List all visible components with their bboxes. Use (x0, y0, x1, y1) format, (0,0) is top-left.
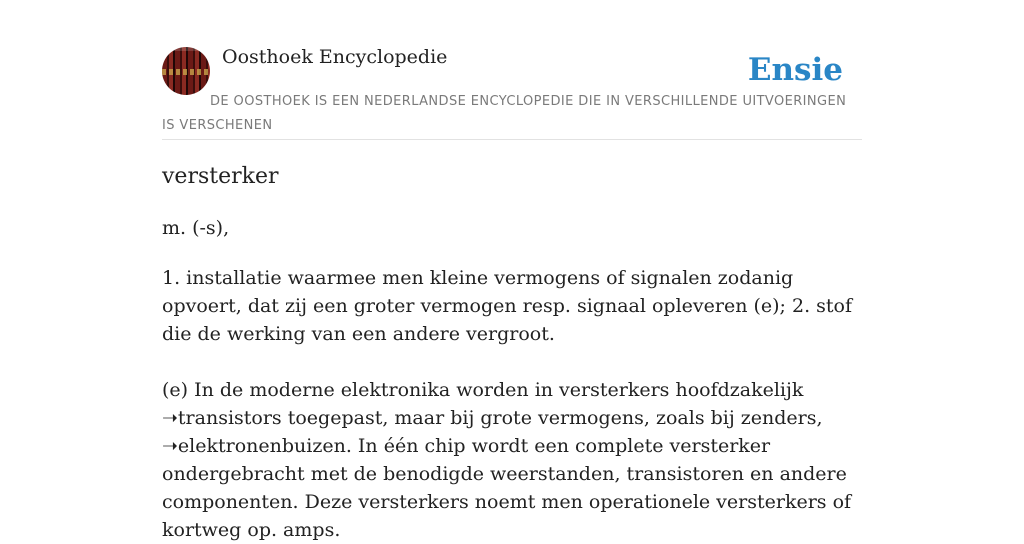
xref-elektronenbuizen-link[interactable]: ➝elektronenbuizen (162, 435, 346, 457)
entry-definition: 1. installatie waarmee men kleine vermogens of signalen zodanig opvoert, dat zij een groter vermogen resp. signaal opleveren (e); 2. stof die de werking van een andere vergroot. (162, 267, 853, 345)
entry-note (162, 376, 862, 544)
entry-grammar: m. (-s), (162, 217, 230, 239)
ensie-logo-link[interactable]: Ensie (747, 52, 843, 88)
site-title[interactable]: Oosthoek Encyclopedie (222, 46, 448, 68)
header-divider (162, 139, 862, 140)
xref-transistors-link[interactable]: ➝transistors (162, 407, 282, 429)
note-text-3: . In één chip wordt een complete versterker ondergebracht met de benodigde weerstanden, transistoren en andere componenten. Deze versterkers noemt men operationele versterkers of kortweg op. amps. (162, 435, 852, 541)
note-text-2: toegepast, maar bij grote vermogens, zoals bij zenders, (281, 407, 823, 429)
site-subtitle: DE OOSTHOEK IS EEN NEDERLANDSE ENCYCLOPEDIE DIE IN VERSCHILLENDE UITVOERINGEN IS VERSCHENEN (162, 94, 847, 133)
entry-headword: versterker (162, 164, 279, 189)
note-text-1: (e) In de moderne elektronika worden in versterkers hoofdzakelijk (162, 379, 804, 401)
site-avatar[interactable] (162, 47, 210, 95)
